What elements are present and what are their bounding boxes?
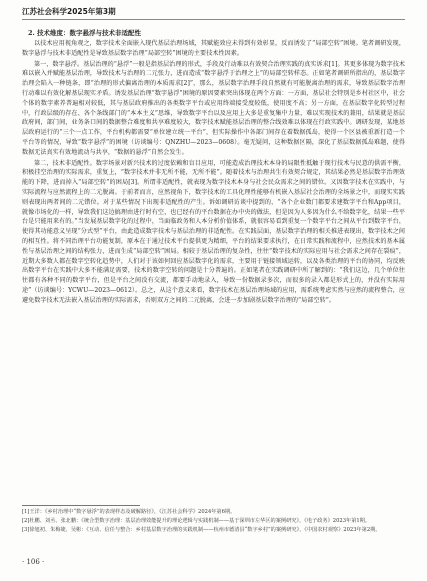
header-divider [22, 19, 405, 20]
footnote-divider [22, 505, 140, 506]
journal-header: 江苏社会科学2025年第3期 [22, 7, 116, 16]
paragraph-intro: 以技术应用视角观之，数字技术全面嵌入现代基层治理场域，其赋能效应未得到有效彰显，反而诱发了“局部空转”困境。笔者调研发现，数字悬浮与技术非适配性是导致基层数字治理“局部空转”困境的主要技术性因素。 [22, 40, 405, 57]
footnote-2: [2]杜鹏、刘丞、张北鹏：《统合型数字治理：基层治理效能提升的理论逻辑与实践机制——基于深圳市左华区的案例研究》，《电子政务》2023年第1期。 [22, 518, 371, 524]
footnote-1: [1]王洋：《乡村治理中“数字悬浮”的表现样态及破解路径》，《江苏社会科学》2024年第6期。 [22, 509, 236, 515]
section-heading: 2. 技术维度：数字悬浮与技术非适配性 [28, 29, 142, 37]
footnotes [22, 508, 405, 535]
paragraph-digital-suspension: 第一，数字悬浮。基层治理的“悬浮”一般是指基层治理的形式，手段及行动难以有效契合治理实践的真实诉求[1]。其更多体现为数字技术难以嵌入并赋能基层治理，导致技术与治理的二元张力，进而造成“数字悬浮于治理之上”的局部空转样态。正如笔者调研所指出的，基层数字治理会陷入一种链条，即“治理的形式偏离治理的本质需求[2]”，那么，基层数字治理手段自然就有可能脱离治理的需求，导致基层数字治理行动难以有效化解基层现实矛盾。诱发基层治理“数字悬浮”困境的原因要素突出体现在两个方面：一方面，基层社会特别是乡村社区中，社会个体的数字素养普遍相对较低，其与基层政府推出的各类数字平台或应用终端接受度较低，使用度不高；另一方面，在基层数字化转型过程中，行政层级的存在、各个条线部门的“本本主义”思维，导致数字平台以及应用上大多是重复集中力量，难以实现技术的兼用，结果就是基层政府间，部门间，业务条口间的数据整合难度和共享难度较大，数字技术赋能基层治理的整合线效难以体现在行政实践中。调研发现，某地基层政府运行的“三个一点工作，平台机构都需要“单位建立统一平台”，但实际操作中各部门间存在着数据孤岛，使得一个区县被重新打造一个平台等的情况，导致“数字悬浮”的困境（访谈编号：QNZHU—2023—0608）。毫无疑问，这种数据区隔，深化了基层数据孤岛难题，使得数据无法真实有效地流动与共享，“数据的悬浮”自然会发生。 [22, 60, 405, 156]
page-number: · 106 · [22, 558, 45, 566]
footnote-3: [3]徐旭初、朱梅婕、吴彬：《互动、信任与整合：乡村基层数字治理的实践机制——杭州市德清县“数字乡村”的案例研究》，《中国农村观察》2023年第2期。 [22, 527, 381, 533]
article-body [22, 22, 405, 307]
paragraph-technical-mismatch: 第二，技术非适配性。数字场景对新兴技术的过度依赖和盲目应用，可能造成治理技术本身的局限性抵触于现行技术与民意的供需平衡，积极挂空治理的实际需求，重复上，“数字技术并非无所不能，无所不能”。随着技术与治理共生有效契合规定，其结果必然是基层数字治理效能的下降，进而掉入“局部空转”的困局[3]。所谓非适配性，就表现为数字技术本身与社会民众需求之间的错位。又因数字技术在实践中，与实际流程与应然流程上的二元脱离。于前者而言，应然视角下，数字技术的工具化理性能够有机嵌入基层社会治理的全场景之中，而现实实践则表现出两者间的二元错位。对于某些情况下出现非适配性的产生。诉如调研访谈中提到的，“各个企业数门都要求建数字平台和App项目，就像市场化的一样，导致我们这边搞理由进行时有空，也已经有的平台数据在办中央的做法，但是因为人多因为什么不给数字化，结果一些平台是只能用来有的。”当发展基层数字化的过程中，当面临政务和人本分析价值体系，就很容易看到重复一个数字平台之间从平台到数字平台，使得其功能意义呈现“分式型”平台，由此造成数字技术与基层治理的非适配性。在实践层面，基层数字治理的相关推进表现出，数字技术之间的相互性。将不同治理平台功能复制，原本在于通过技术平台提供更为精细，平台的结果要求执行，在日常实践和流程中，应然技术的基本属性与基层治理之间的结构张力，进而生成“局部空转”困局。相较于基层治理的复杂性，往往“数字技术的实际应用与社会需求之间存在裂痕”，近期大多数人都在数字空转化趋势中，人们对于该如何回应基层数字化的需求，主要用于链接领域运转，以及各类治理的平台的协同，均反映出数字平台在实践中大多不能满足需要，技术的数字空转的问题是十分普遍的。正如笔者在实践调研中所了解到的：“我们这边，几个单位往往都有各种不同的数字平台，但是平台之间没有交流，都要手动地录入，导致一份数据录多次，而很多的录入都是形式上的，并没有实际用途”（访谈编号：YCWU—2023—0612）。总之，从这个意义来看，数字技术在基层治理场域的应用，需系统考虑实然与应然的流程整合，应避免数字技术无法嵌入基层治理的实际需求，否则双方之间的二元脱离，会进一步加剧基层数字治理的“局部空转”。 [22, 159, 405, 304]
